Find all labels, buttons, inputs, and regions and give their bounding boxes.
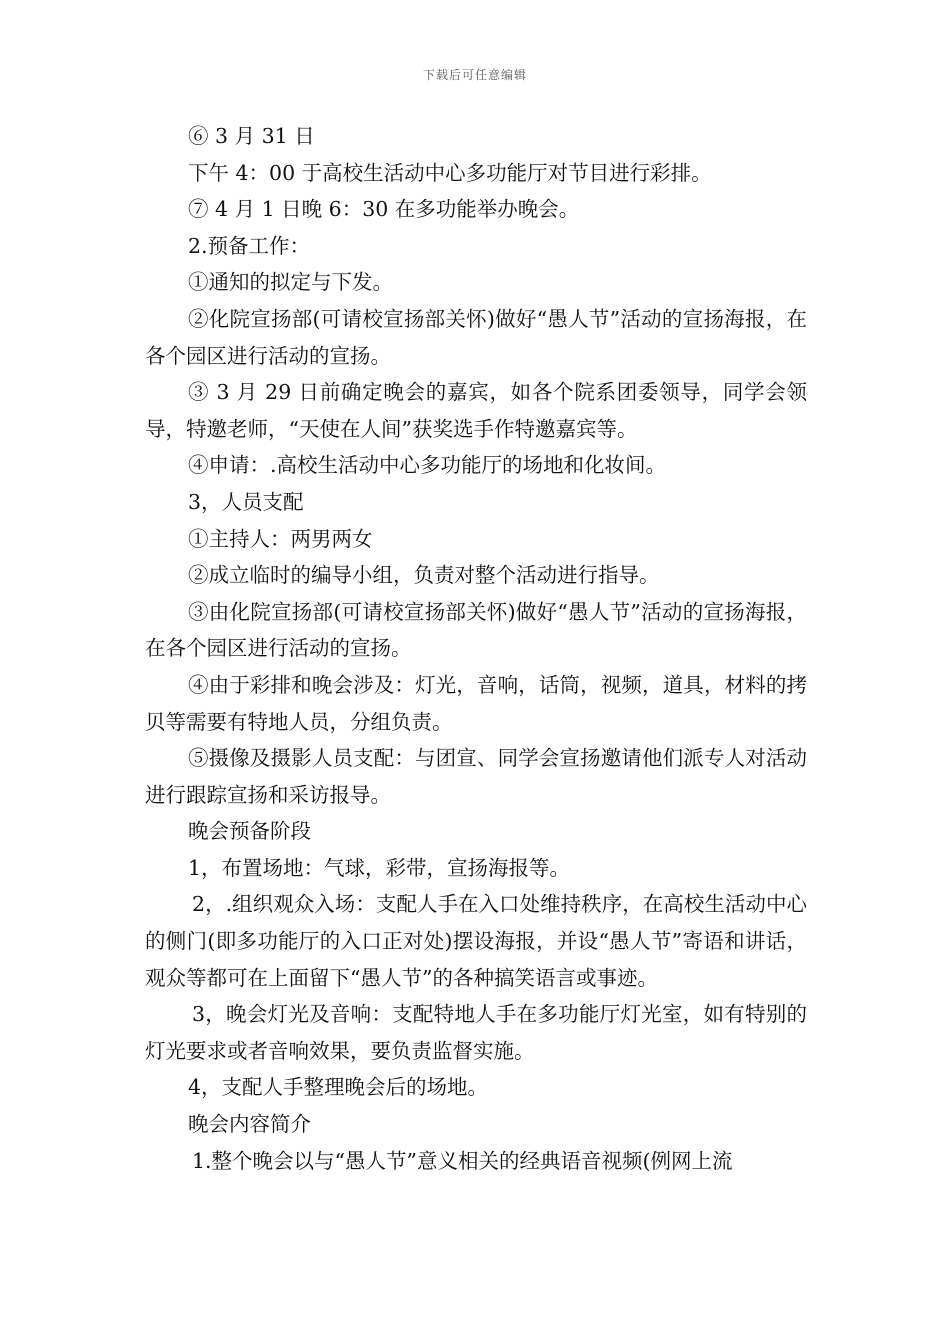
paragraph: 1.整个晚会以与“愚人节”意义相关的经典语音视频(例网上流 <box>192 1148 733 1173</box>
paragraph: ②化院宣扬部(可请校宣扬部关怀)做好“愚人节”活动的宣扬海报，在各个园区进行活动的宣扬。 <box>145 306 807 368</box>
paragraph: ③由化院宣扬部(可请校宣扬部关怀)做好“愚人节”活动的宣扬海报，在各个园区进行活动的宣扬。 <box>145 599 807 661</box>
paragraph: ⑤摄像及摄影人员支配：与团宣、同学会宣扬邀请他们派专人对活动进行跟踪宣扬和采访报导。 <box>145 746 807 807</box>
paragraph: 3，晚会灯光及音响：支配特地人手在多功能厅灯光室，如有特别的灯光要求或者音响效果，要负责监督实施。 <box>145 1002 807 1063</box>
paragraph: ①通知的拟定与下发。 <box>188 270 393 295</box>
paragraph: 2，.组织观众入场：支配人手在入口处维持秩序，在高校生活动中心的侧门(即多功能厅的入口正对处)摆设海报，并设“愚人节”寄语和讲话，观众等都可在上面留下“愚人节”的各种搞笑语言或事迹。 <box>145 892 807 990</box>
page-header: 下载后可任意编辑 <box>422 68 527 82</box>
paragraph: ④申请：.高校生活动中心多功能厅的场地和化妆间。 <box>188 453 667 478</box>
paragraph: ①主持人：两男两女 <box>188 526 373 551</box>
paragraph: ⑥ 3 月 31 日 <box>188 124 315 148</box>
paragraph: ②成立临时的编导小组，负责对整个活动进行指导。 <box>188 563 660 588</box>
paragraph: ⑦ 4 月 1 日晚 6：30 在多功能举办晚会。 <box>188 197 580 222</box>
document-body <box>145 118 807 1179</box>
section-heading: 晚会预备阶段 <box>188 819 311 844</box>
paragraph: 4，支配人手整理晚会后的场地。 <box>188 1075 489 1100</box>
paragraph: 下午 4：00 于高校生活动中心多功能厅对节目进行彩排。 <box>188 160 712 185</box>
section-heading: 3，人员支配 <box>188 489 304 514</box>
paragraph: ④由于彩排和晚会涉及：灯光，音响，话筒，视频，道具，材料的拷贝等需要有特地人员，分组负责。 <box>145 672 807 734</box>
paragraph: ③ 3 月 29 日前确定晚会的嘉宾，如各个院系团委领导，同学会领导，特邀老师，“天使在人间”获奖选手作特邀嘉宾等。 <box>145 380 807 441</box>
section-heading: 晚会内容简介 <box>188 1112 311 1137</box>
paragraph: 1，布置场地：气球，彩带，宣扬海报等。 <box>188 855 571 880</box>
section-heading: 2.预备工作： <box>188 233 311 258</box>
